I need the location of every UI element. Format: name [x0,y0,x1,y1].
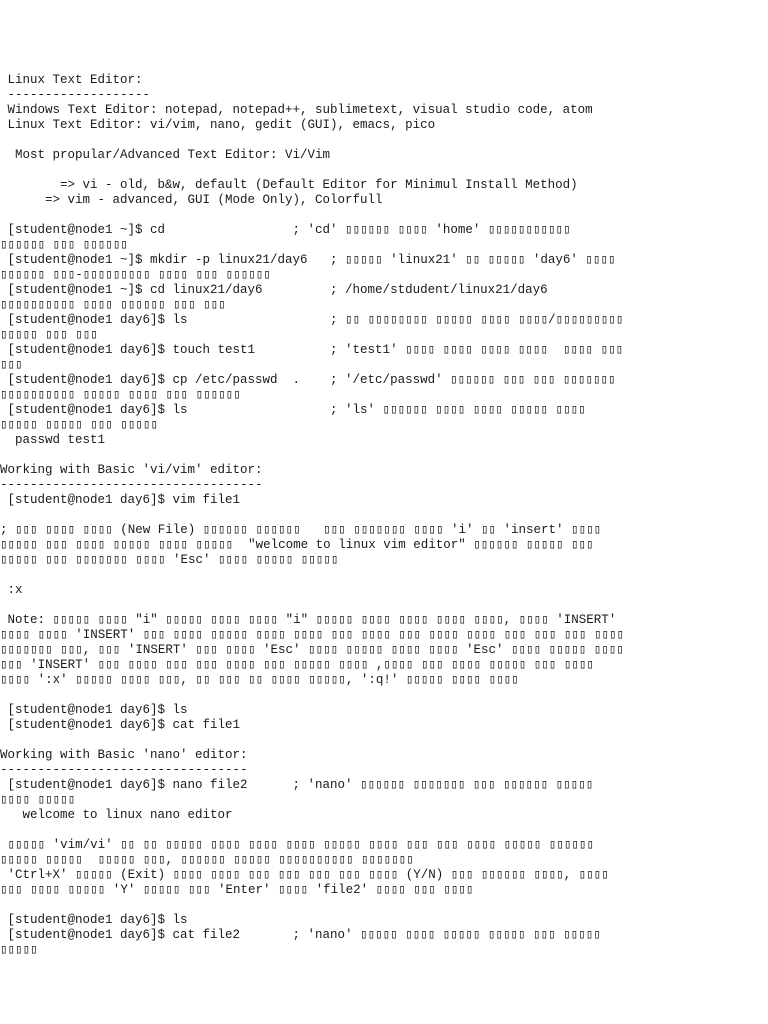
text-line: ▯▯▯▯▯▯▯▯▯▯ ▯▯▯▯▯ ▯▯▯▯ ▯▯▯ ▯▯▯▯▯▯ [0,388,241,402]
text-line: Windows Text Editor: notepad, notepad++, sublimetext, visual studio code, atom [0,103,593,117]
text-line: ▯▯▯▯▯ ▯▯▯ ▯▯▯▯▯▯▯ ▯▯▯▯ 'Esc' ▯▯▯▯ ▯▯▯▯▯ ▯▯▯▯▯ [0,553,339,567]
section-heading: Working with Basic 'nano' editor: [0,748,248,762]
text-line: ▯▯▯▯▯ ▯▯▯▯▯ ▯▯▯ ▯▯▯▯▯ [0,418,158,432]
text-line: [student@node1 ~]$ mkdir -p linux21/day6 ; ▯▯▯▯▯ 'linux21' ▯▯ ▯▯▯▯▯ 'day6' ▯▯▯▯ [0,253,616,267]
text-line: ▯▯▯ ▯▯▯▯ ▯▯▯▯▯ 'Y' ▯▯▯▯▯ ▯▯▯ 'Enter' ▯▯▯▯ 'file2' ▯▯▯▯ ▯▯▯ ▯▯▯▯ [0,883,474,897]
text-line: [student@node1 day6]$ touch test1 ; 'test1' ▯▯▯▯ ▯▯▯▯ ▯▯▯▯ ▯▯▯▯ ▯▯▯▯ ▯▯▯ [0,343,624,357]
text-line: Note: ▯▯▯▯▯ ▯▯▯▯ "i" ▯▯▯▯▯ ▯▯▯▯ ▯▯▯▯ "i" ▯▯▯▯▯ ▯▯▯▯ ▯▯▯▯ ▯▯▯▯ ▯▯▯▯, ▯▯▯▯ 'INSERT' [0,613,617,627]
text-line: ----------------------------------- [0,478,263,492]
text-line: => vim - advanced, GUI (Mode Only), Colorfull [0,193,383,207]
text-line: ▯▯▯▯▯ ▯▯▯ ▯▯▯ [0,328,98,342]
text-line: 'Ctrl+X' ▯▯▯▯▯ (Exit) ▯▯▯▯ ▯▯▯▯ ▯▯▯ ▯▯▯ ▯▯▯ ▯▯▯ ▯▯▯▯ (Y/N) ▯▯▯ ▯▯▯▯▯▯ ▯▯▯▯, ▯▯▯▯ [0,868,609,882]
text-line: [student@node1 day6]$ cp /etc/passwd . ; '/etc/passwd' ▯▯▯▯▯▯ ▯▯▯ ▯▯▯ ▯▯▯▯▯▯▯ [0,373,616,387]
text-line: [student@node1 day6]$ ls ; 'ls' ▯▯▯▯▯▯ ▯▯▯▯ ▯▯▯▯ ▯▯▯▯▯ ▯▯▯▯ [0,403,586,417]
text-line: ▯▯▯▯▯ ▯▯▯ ▯▯▯▯ ▯▯▯▯▯ ▯▯▯▯ ▯▯▯▯▯ "welcome to linux vim editor" ▯▯▯▯▯▯ ▯▯▯▯▯ ▯▯▯ [0,538,594,552]
text-line: [student@node1 day6]$ vim file1 [0,493,241,507]
text-line: ▯▯▯ [0,358,23,372]
text-line: :x [0,583,23,597]
section-heading: Working with Basic 'vi/vim' editor: [0,463,263,477]
text-line: ▯▯▯▯▯▯ ▯▯▯ ▯▯▯▯▯▯ [0,238,128,252]
text-line: [student@node1 day6]$ cat file1 [0,718,241,732]
text-line: [student@node1 day6]$ cat file2 ; 'nano' ▯▯▯▯▯ ▯▯▯▯ ▯▯▯▯▯ ▯▯▯▯▯ ▯▯▯ ▯▯▯▯▯ [0,928,601,942]
text-line: [student@node1 day6]$ ls [0,913,188,927]
text-line: Most propular/Advanced Text Editor: Vi/Vim [0,148,331,162]
text-line: [student@node1 day6]$ ls [0,703,188,717]
text-line: welcome to linux nano editor [0,808,233,822]
text-line: ▯▯▯▯▯▯▯ ▯▯▯, ▯▯▯ 'INSERT' ▯▯▯ ▯▯▯▯ 'Esc' ▯▯▯▯ ▯▯▯▯▯ ▯▯▯▯ ▯▯▯▯ 'Esc' ▯▯▯▯ ▯▯▯▯▯ ▯▯▯▯ [0,643,624,657]
text-line: ▯▯▯▯ ▯▯▯▯▯ [0,793,76,807]
text-line: [student@node1 ~]$ cd ; 'cd' ▯▯▯▯▯▯ ▯▯▯▯ 'home' ▯▯▯▯▯▯▯▯▯▯▯ [0,223,571,237]
text-line: ▯▯▯▯▯ [0,943,38,957]
text-line: ; ▯▯▯ ▯▯▯▯ ▯▯▯▯ (New File) ▯▯▯▯▯▯ ▯▯▯▯▯▯ ▯▯▯ ▯▯▯▯▯▯▯ ▯▯▯▯ 'i' ▯▯ 'insert' ▯▯▯▯ [0,523,602,537]
text-line: Linux Text Editor: [0,73,143,87]
text-line: [student@node1 day6]$ nano file2 ; 'nano' ▯▯▯▯▯▯ ▯▯▯▯▯▯▯ ▯▯▯ ▯▯▯▯▯▯ ▯▯▯▯▯ [0,778,594,792]
text-line: Linux Text Editor: vi/vim, nano, gedit (GUI), emacs, pico [0,118,436,132]
text-line: ▯▯▯▯▯▯ ▯▯▯-▯▯▯▯▯▯▯▯▯ ▯▯▯▯ ▯▯▯ ▯▯▯▯▯▯ [0,268,271,282]
text-line: ▯▯▯▯ ▯▯▯▯ 'INSERT' ▯▯▯ ▯▯▯▯ ▯▯▯▯▯ ▯▯▯▯ ▯▯▯▯ ▯▯▯ ▯▯▯▯ ▯▯▯ ▯▯▯▯ ▯▯▯▯ ▯▯▯ ▯▯▯ ▯▯▯ ▯▯▯▯ [0,628,625,642]
text-line: passwd test1 [0,433,106,447]
text-line: --------------------------------- [0,763,248,777]
text-line: ▯▯▯▯ ':x' ▯▯▯▯▯ ▯▯▯▯ ▯▯▯, ▯▯ ▯▯▯ ▯▯ ▯▯▯▯ ▯▯▯▯▯, ':q!' ▯▯▯▯▯ ▯▯▯▯ ▯▯▯▯ [0,673,519,687]
text-line: ------------------- [0,88,151,102]
text-line: [student@node1 day6]$ ls ; ▯▯ ▯▯▯▯▯▯▯▯ ▯▯▯▯▯ ▯▯▯▯ ▯▯▯▯/▯▯▯▯▯▯▯▯▯ [0,313,624,327]
text-line: => vi - old, b&w, default (Default Editor for Minimul Install Method) [0,178,578,192]
text-line: [student@node1 ~]$ cd linux21/day6 ; /home/stdudent/linux21/day6 [0,283,548,297]
text-line: ▯▯▯▯▯ 'vim/vi' ▯▯ ▯▯ ▯▯▯▯▯ ▯▯▯▯ ▯▯▯▯ ▯▯▯▯ ▯▯▯▯▯ ▯▯▯▯ ▯▯▯ ▯▯▯ ▯▯▯▯ ▯▯▯▯▯ ▯▯▯▯▯▯ [0,838,594,852]
text-line: ▯▯▯▯▯▯▯▯▯▯ ▯▯▯▯ ▯▯▯▯▯▯ ▯▯▯ ▯▯▯ [0,298,226,312]
text-line: ▯▯▯ 'INSERT' ▯▯▯ ▯▯▯▯ ▯▯▯ ▯▯▯ ▯▯▯▯ ▯▯▯ ▯▯▯▯▯ ▯▯▯▯ ,▯▯▯▯ ▯▯▯ ▯▯▯▯ ▯▯▯▯▯ ▯▯▯ ▯▯▯▯ [0,658,594,672]
text-line: ▯▯▯▯▯ ▯▯▯▯▯ ▯▯▯▯▯ ▯▯▯, ▯▯▯▯▯▯ ▯▯▯▯▯ ▯▯▯▯▯▯▯▯▯▯ ▯▯▯▯▯▯▯ [0,853,414,867]
